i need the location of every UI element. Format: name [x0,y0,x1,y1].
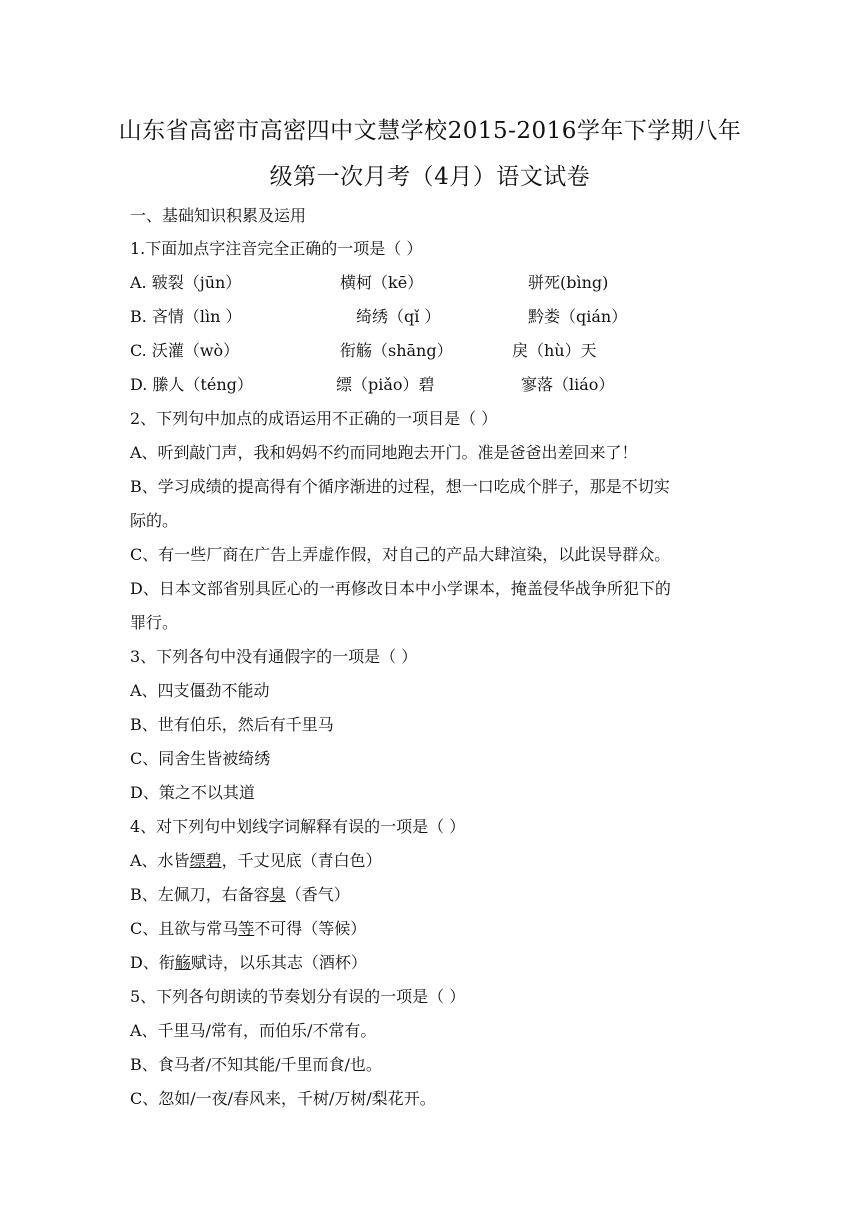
q1-option-b-3: 黔娄（qián） [528,307,628,326]
q2-option-a: A、听到敲门声，我和妈妈不约而同地跑去开门。准是爸爸出差回来了！ [130,443,638,462]
q4-option-d [130,950,367,973]
q4-c-prefix: C、且欲与常马 [130,919,239,938]
q4-b-prefix: B、左佩刀，右备容 [130,885,270,904]
q3-option-c: C、同舍生皆被绮绣 [130,749,271,768]
q3-option-d: D、策之不以其道 [130,783,255,802]
q1-option-b-2: 绮绣（qǐ ） [356,307,441,326]
q1-option-c-3: 戾（hù）天 [512,341,597,360]
q4-option-a [130,848,382,871]
q3-option-b: B、世有伯乐，然后有千里马 [130,715,334,734]
q3-stem: 3、下列各句中没有通假字的一项是（ ） [130,647,418,666]
q4-c-underlined: 等 [238,919,255,938]
q2-option-b-line-2: 际的。 [130,511,179,530]
q2-option-b-line-1: B、学习成绩的提高得有个循序渐进的过程，想一口吃成个胖子，那是不切实 [130,477,670,496]
q5-option-a: A、千里马/常有，而伯乐/不常有。 [130,1021,377,1040]
exam-title-line-1: 山东省高密市高密四中文慧学校2015-2016学年下学期八年 [118,118,742,144]
q1-option-d-3: 寥落（liáo） [521,375,615,394]
q4-stem: 4、对下列句中划线字词解释有误的一项是（ ） [130,817,466,836]
q5-option-b: B、食马者/不知其能/千里而食/也。 [130,1055,382,1074]
q1-option-b-1: B. 吝情（lìn ） [130,307,242,326]
exam-title-line-2: 级第一次月考（4月）语文试卷 [269,164,591,190]
q1-option-a-1: A. 皲裂（jūn） [130,273,242,292]
q5-option-c: C、忽如/一夜/春风来，千树/万树/梨花开。 [130,1089,436,1108]
q2-option-c: C、有一些厂商在广告上弄虚作假，对自己的产品大肆渲染，以此误导群众。 [130,545,671,564]
q4-option-b [130,882,350,905]
q1-option-a-2: 横柯（kē） [340,273,424,292]
q4-option-c [130,916,366,939]
q4-b-suffix: （香气） [285,885,350,904]
q4-b-underlined: 臭 [269,885,286,904]
q4-a-underlined: 缥碧 [189,851,222,870]
q4-d-prefix: D、衔 [130,953,175,972]
section-heading: 一、基础知识积累及运用 [130,206,307,225]
q4-d-underlined: 觞 [174,953,191,972]
q4-a-suffix: ，千丈见底（青白色） [221,851,382,870]
q1-option-a-3: 骈死(bìng) [528,273,609,292]
q5-stem: 5、下列各句朗读的节奏划分有误的一项是（ ） [130,987,466,1006]
q2-option-d-line-2: 罪行。 [130,613,179,632]
q2-option-d-line-1: D、日本文部省别具匠心的一再修改日本中小学课本，掩盖侵华战争所犯下的 [130,579,671,598]
q4-a-prefix: A、水皆 [130,851,190,870]
q1-option-c-1: C. 沃灌（wò） [130,341,240,360]
q4-d-suffix: 赋诗，以乐其志（酒杯） [190,953,367,972]
q3-option-a: A、四支僵劲不能动 [130,681,270,700]
q1-option-d-1: D. 縢人（téng） [130,375,253,394]
q1-option-d-2: 缥（piǎo）碧 [336,375,435,394]
q4-c-suffix: 不可得（等候） [254,919,367,938]
q1-option-c-2: 衔觞（shāng） [340,341,453,360]
q1-stem: 1.下面加点字注音完全正确的一项是（ ） [130,239,423,258]
q2-stem: 2、下列句中加点的成语运用不正确的一项目是（ ） [130,409,498,428]
